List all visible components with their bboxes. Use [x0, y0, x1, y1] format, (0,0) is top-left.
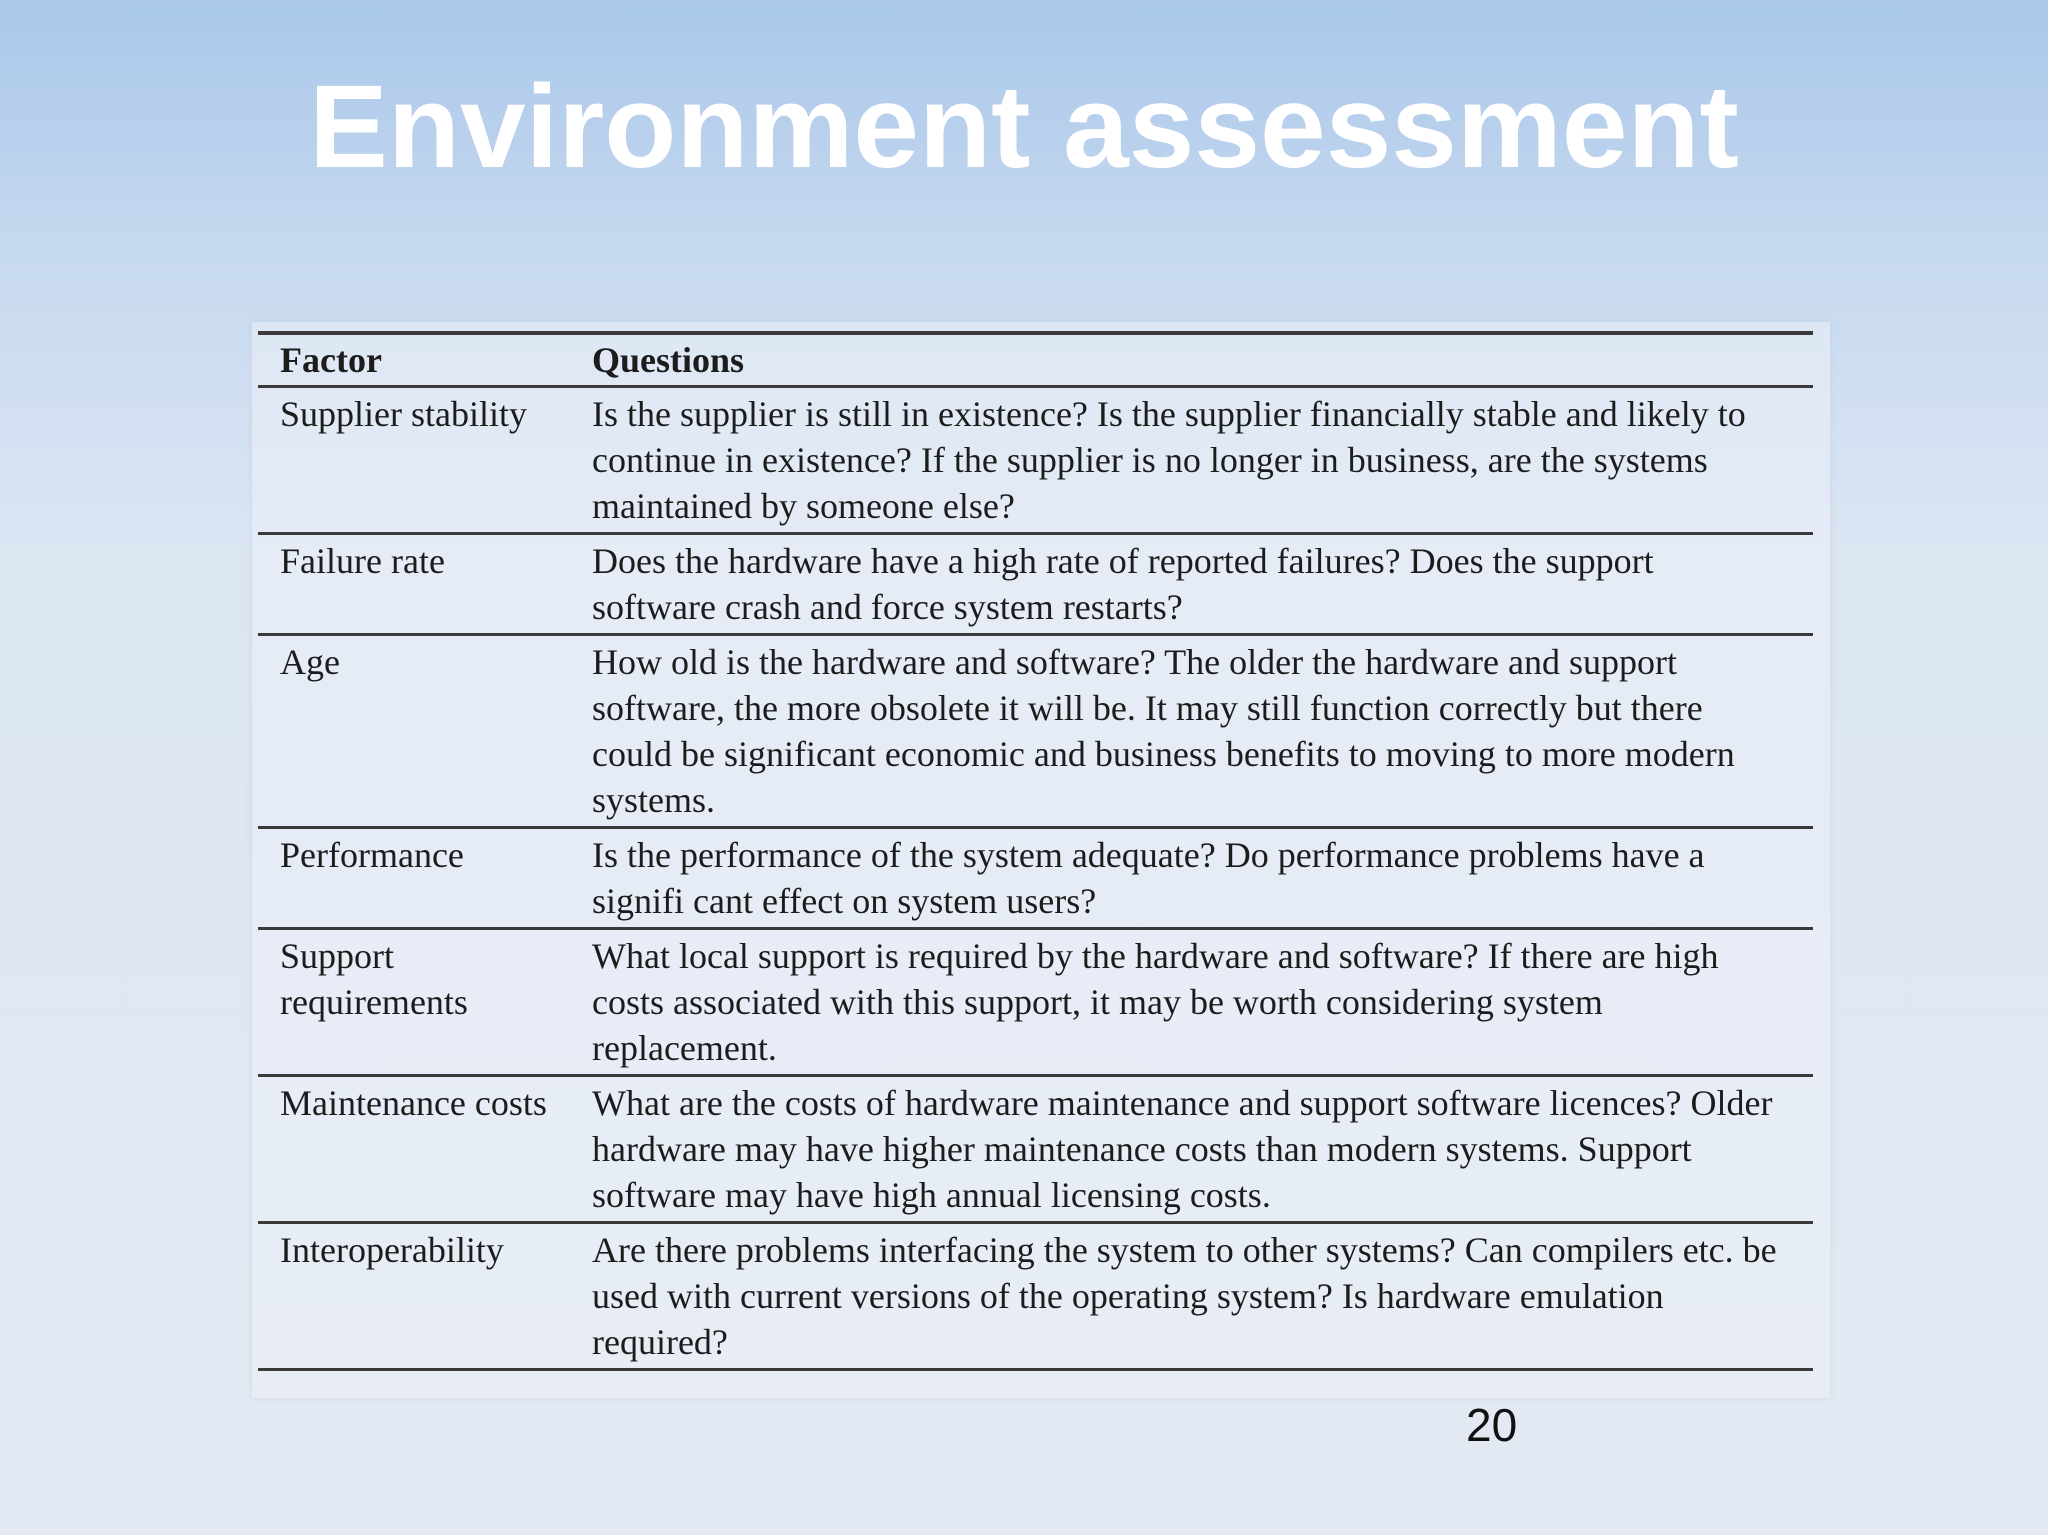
page-number: 20 — [1466, 1399, 1518, 1451]
factor-cell: Maintenance costs — [258, 1076, 570, 1223]
table-header-row — [258, 333, 1813, 387]
factor-cell: Support requirements — [258, 929, 570, 1076]
questions-cell: How old is the hardware and software? The older the hardware and support software, the more obsolete it will be. It may still function correctly but there could be significant economic and business benefits to moving to more modern systems. — [570, 635, 1813, 828]
questions-cell: Is the performance of the system adequate? Do performance problems have a signifi cant effect on system users? — [570, 828, 1813, 929]
questions-column-header: Questions — [570, 333, 1813, 387]
factor-column-header: Factor — [258, 333, 570, 387]
slide-title: Environment assessment — [309, 61, 1739, 193]
questions-cell: Is the supplier is still in existence? Is the supplier financially stable and likely to continue in existence? If the supplier is no longer in business, are the systems maintained by someone else? — [570, 387, 1813, 534]
table-row-interoperability — [258, 1223, 1813, 1370]
questions-cell: What local support is required by the hardware and software? If there are high costs associated with this support, it may be worth considering system replacement. — [570, 929, 1813, 1076]
questions-cell: What are the costs of hardware maintenance and support software licences? Older hardware may have higher maintenance costs than modern systems. Support software may have high annual licensing costs. — [570, 1076, 1813, 1223]
table-row-support-requirements — [258, 929, 1813, 1076]
factor-cell: Performance — [258, 828, 570, 929]
questions-cell: Are there problems interfacing the system to other systems? Can compilers etc. be used with current versions of the operating system? Is hardware emulation required? — [570, 1223, 1813, 1370]
table-row-maintenance-costs — [258, 1076, 1813, 1223]
table-row-age — [258, 635, 1813, 828]
table-row-performance — [258, 828, 1813, 929]
factor-cell: Supplier stability — [258, 387, 570, 534]
factor-cell: Interoperability — [258, 1223, 570, 1370]
table-row-supplier-stability — [258, 387, 1813, 534]
factor-cell: Age — [258, 635, 570, 828]
factor-cell: Failure rate — [258, 534, 570, 635]
environment-assessment-table-container — [258, 331, 1813, 1371]
questions-cell: Does the hardware have a high rate of reported failures? Does the support software crash and force system restarts? — [570, 534, 1813, 635]
table-row-failure-rate — [258, 534, 1813, 635]
environment-assessment-table — [258, 331, 1813, 1371]
